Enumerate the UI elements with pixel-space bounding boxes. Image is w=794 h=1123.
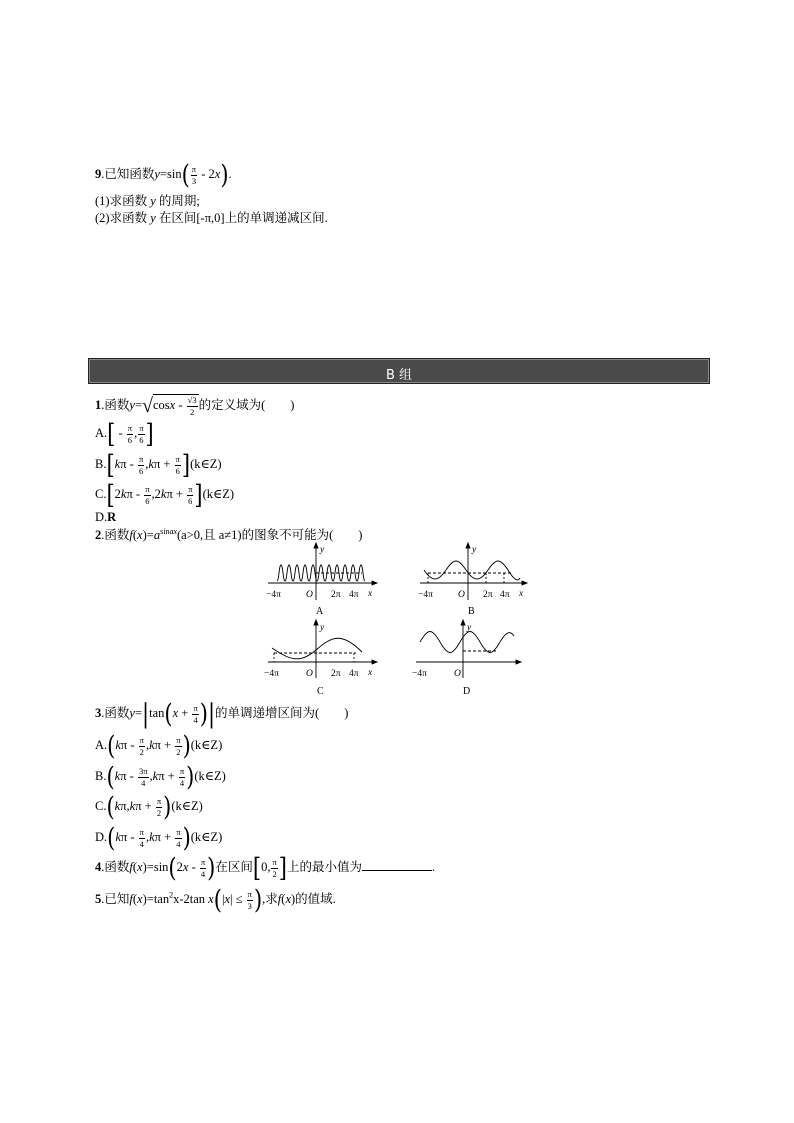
q5-x: x: [137, 891, 143, 906]
q2-stem: 2.函数$f(x)=a^{sinax}(a>0$,且 a≠1)的图象不可能为( ): [95, 527, 363, 543]
graph-d-tick-neg4pi: −4π: [412, 669, 427, 679]
graph-a-tick-neg4pi: −4π: [266, 590, 281, 600]
graph-d-curve: [420, 632, 514, 653]
q1-b-tail: (k∈Z): [190, 456, 222, 471]
q4-tail: 上的最小值为: [286, 859, 362, 874]
q3-option-b: B.(kπ - $\frac{3\pi}{4}$ ,kπ + $\frac{\pi}{4}$ )(k∈Z): [95, 761, 226, 792]
q9-part1-text: (1)求函数: [95, 194, 151, 208]
q9-x: x: [214, 166, 221, 181]
graph-b-tick-2pi: 2π: [483, 590, 493, 600]
q1-eq: =: [134, 397, 143, 412]
q4-end: .: [431, 859, 436, 874]
q3-stem-text: .函数: [101, 705, 130, 720]
graph-b-curve: [424, 561, 520, 580]
graph-c-tick-neg4pi: −4π: [264, 669, 279, 679]
q9-part1-end: 的周期;: [155, 194, 200, 208]
q9-number: 9: [95, 166, 102, 181]
q1-option-a: A.[ - $\frac{\pi}{6}$ , $\frac{\pi}{6}$ ]: [95, 418, 154, 449]
q5-stem: 5.已知$f(x)=\tan^2x-2\tan$ x(|x| ≤ $\frac{\pi}{3}$ ),求f(x)的值域.: [95, 884, 336, 915]
paren-close: ): [220, 159, 229, 190]
q9-part2-text: (2)求函数: [95, 211, 151, 225]
q3-tail: 的单调递增区间为( ): [215, 705, 349, 720]
graph-c-curve: [272, 638, 362, 659]
q5-tail: ,求: [262, 891, 278, 906]
option-label: B.: [95, 768, 107, 783]
q9-part1-var: y: [150, 194, 156, 208]
q2-number: 2: [95, 528, 102, 543]
graph-c-tick-4pi: 4π: [349, 669, 359, 679]
q1-number: 1: [95, 397, 102, 412]
q1-stem-text: .函数: [101, 397, 130, 412]
q2-eq: =: [146, 528, 154, 543]
q9-stem: .已知函数: [101, 166, 155, 181]
q4-number: 4: [95, 859, 102, 874]
q5-eq: =tan: [146, 891, 170, 906]
q2-a: a: [153, 528, 161, 543]
q1-var: y: [129, 397, 135, 412]
q9-eq: =sin: [159, 166, 182, 181]
q3-a-kz: (k∈Z): [190, 737, 223, 752]
q3-d-kz: (k∈Z): [190, 829, 223, 844]
q9-end: .: [228, 166, 232, 181]
q4-mid: 在区间: [215, 859, 253, 874]
abs-close: |: [207, 698, 216, 729]
graph-c-label: C: [317, 686, 324, 697]
option-label: D.: [95, 829, 108, 844]
q9-part1: [95, 195, 200, 208]
graph-d-tick-O: O: [454, 669, 461, 679]
q9-part2: [95, 212, 328, 225]
q1-d-value: R: [107, 510, 117, 524]
q4-stem: 4.函数f(x)=sin(2x - $\frac{\pi}{4}$ )在区间[0, $\frac{\pi}{2}$ ]上的最小值为 .: [95, 852, 436, 883]
graph-b-label: B: [468, 606, 475, 617]
section-title: B 组: [385, 368, 413, 383]
q3-stem: 3.函数y=|tan(x + $\frac{\pi}{4}$ )|的单调递增区间为( ): [95, 698, 349, 729]
graph-b-axis-x: x: [519, 589, 524, 599]
option-label: A.: [95, 425, 108, 440]
option-label: A.: [95, 737, 108, 752]
q9-line: [95, 159, 232, 190]
graph-a-tick-O: O: [306, 590, 313, 600]
q4-stem-text: .函数: [101, 859, 130, 874]
q4-x: x: [137, 859, 143, 874]
paren-open: (: [181, 159, 190, 190]
q9-part2-end: 在区间[-π,0]上的单调递减区间.: [155, 211, 328, 225]
bracket-close: ]: [145, 418, 154, 449]
q4-eq: =sin: [146, 859, 169, 874]
q2-graphs: [0, 540, 794, 710]
q2-f: f: [129, 528, 133, 543]
q5-tail2: 的值域.: [295, 891, 336, 906]
q2-stem-text: .函数: [101, 528, 130, 543]
q2-x: x: [137, 528, 143, 543]
q1-option-c: C.[2kπ - $\frac{\pi}{6}$ ,2kπ + $\frac{\pi}{6}$ ](k∈Z): [95, 479, 235, 510]
graph-c-labels: [264, 623, 373, 697]
q1-option-b: B.[kπ - $\frac{\pi}{6}$ ,kπ + $\frac{\pi}{6}$ ](k∈Z): [95, 449, 222, 480]
answer-blank[interactable]: [362, 859, 432, 871]
q3-option-c: C.(kπ,kπ + $\frac{\pi}{2}$ )(k∈Z): [95, 791, 203, 822]
q2-sup: sin: [160, 527, 170, 536]
q2-cond: (a>0,且 a≠1)的图象不可能为( ): [177, 528, 363, 543]
q5-sup: 2: [169, 890, 174, 900]
graph-a-axis-y: y: [320, 545, 325, 555]
q1-radicand: cosx - $\frac{√3}{2}$: [153, 395, 197, 417]
q1-tail: 的定义域为( ): [198, 397, 295, 412]
graph-c-tick-2pi: 2π: [331, 669, 341, 679]
q9-minus: - 2: [198, 166, 215, 181]
graph-d-label: D: [463, 686, 471, 697]
abs-open: |: [142, 698, 150, 729]
q1-stem: [95, 394, 294, 416]
q9-var: y: [154, 166, 160, 181]
q9-frac: $\frac{\pi}{3}$: [191, 164, 197, 186]
q5-f: f: [129, 891, 133, 906]
option-label: B.: [95, 456, 107, 471]
graph-a-tick-2pi: 2π: [331, 590, 341, 600]
q1-option-d: [95, 511, 116, 524]
q3-c-kz: (k∈Z): [171, 798, 203, 813]
sqrt-sign: √: [142, 395, 153, 417]
graph-b-tick-neg4pi: −4π: [418, 590, 433, 600]
graph-b-tick-4pi: 4π: [500, 590, 510, 600]
q3-tan: tan: [149, 705, 165, 720]
q3-number: 3: [95, 705, 102, 720]
graph-a-label: A: [316, 606, 324, 617]
graph-a-tick-4pi: 4π: [349, 590, 359, 600]
graph-d-axis-y: y: [467, 623, 472, 633]
q3-option-d: D.(kπ - $\frac{\pi}{4}$ ,kπ + $\frac{\pi}{4}$ )(k∈Z): [95, 822, 223, 853]
q2-supx: ax: [169, 527, 177, 536]
graph-c-axis-y: y: [320, 623, 325, 633]
graph-b-tick-O: O: [458, 590, 465, 600]
graph-a-axis-x: x: [368, 589, 373, 599]
section-header-bar: [88, 358, 710, 384]
q9-part2-var: y: [150, 211, 156, 225]
graph-b-labels: [418, 545, 524, 617]
graph-c-tick-O: O: [306, 669, 313, 679]
graph-b-axis-y: y: [472, 545, 477, 555]
q1-c-tail: (k∈Z): [202, 486, 235, 501]
q3-b-kz: (k∈Z): [194, 768, 226, 783]
graph-c-axis-x: x: [368, 668, 373, 678]
option-label: D.: [95, 510, 108, 524]
option-label: C.: [95, 486, 107, 501]
option-label: C.: [95, 798, 107, 813]
bracket-open: [: [107, 418, 116, 449]
q3-var: y: [129, 705, 135, 720]
q5-number: 5: [95, 891, 102, 906]
q4-f: f: [129, 859, 133, 874]
q3-option-a: A.(kπ - $\frac{\pi}{2}$ ,kπ + $\frac{\pi}{2}$ )(k∈Z): [95, 730, 223, 761]
q5-mid: x-2tan: [173, 891, 209, 906]
q5-stem-text: .已知: [101, 891, 130, 906]
